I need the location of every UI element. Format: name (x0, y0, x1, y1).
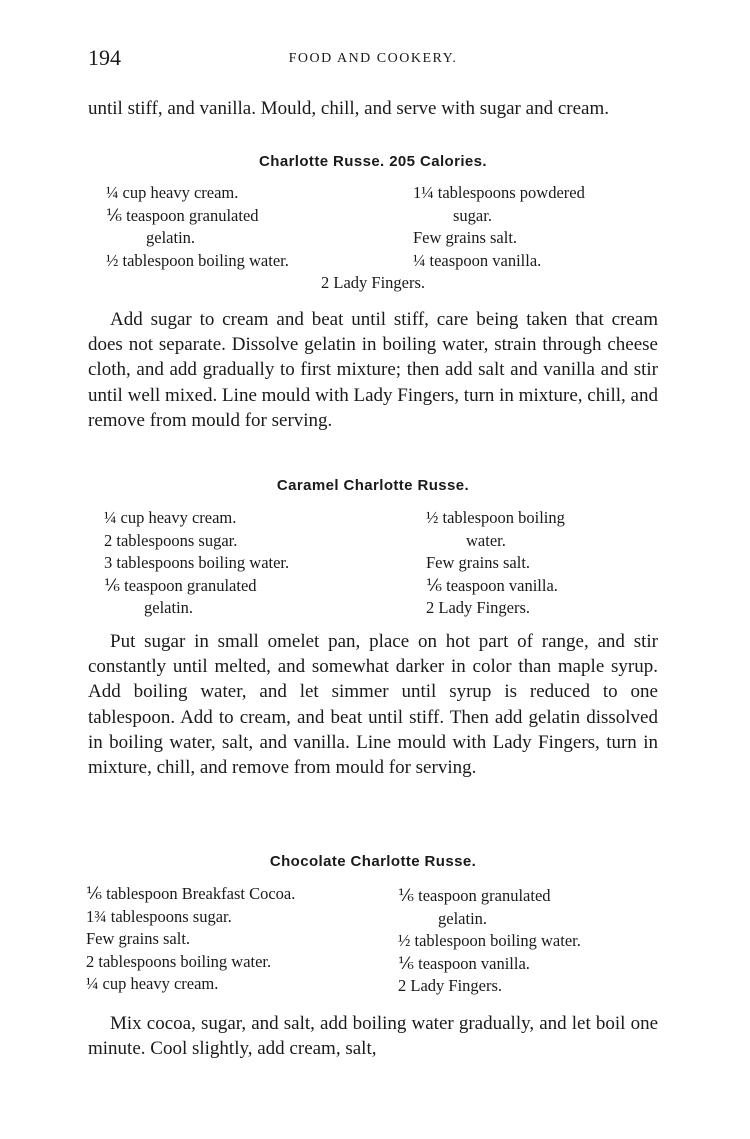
ingredient-line: water. (466, 530, 506, 550)
ingredient-line: ½ tablespoon boiling water. (398, 931, 581, 950)
ingredient-line: sugar. (453, 205, 492, 225)
ingredients-left-charlotte-russe (106, 182, 289, 272)
ingredient-line: 1¾ tablespoons sugar. (86, 906, 232, 926)
ingredient-line: 2 tablespoons boiling water. (86, 951, 272, 971)
ingredient-line: gelatin. (146, 228, 196, 247)
ingredient-line-centered: 2 Lady Fingers. (320, 273, 426, 292)
intro-paragraph: until stiff, and vanilla. Mould, chill, and serve with sugar and cream. (88, 98, 609, 119)
ingredient-line: Few grains salt. (426, 553, 531, 572)
ingredient-line: ⅙ teaspoon vanilla. (398, 953, 530, 973)
recipe-title-caramel: Caramel Charlotte Russe. (276, 477, 470, 494)
ingredient-line: ⅙ teaspoon granulated (106, 205, 259, 225)
ingredient-line: ⅙ teaspoon vanilla. (426, 575, 558, 595)
ingredient-line: ⅙ teaspoon granulated (104, 575, 257, 595)
page-number: 194 (88, 45, 121, 70)
ingredient-line: 2 Lady Fingers. (426, 598, 531, 617)
ingredient-line: ⅙ tablespoon Breakfast Cocoa. (86, 884, 296, 903)
recipe-title-chocolate: Chocolate Charlotte Russe. (269, 853, 477, 870)
ingredient-line: 3 tablespoons boiling water. (104, 553, 290, 572)
ingredient-line: Few grains salt. (413, 228, 518, 247)
ingredient-line: ¼ cup heavy cream. (104, 508, 237, 527)
ingredient-line: ¼ teaspoon vanilla. (413, 250, 542, 270)
ingredients-right-chocolate (398, 885, 581, 998)
recipe-title-charlotte-russe: Charlotte Russe. 205 Calories. (259, 153, 487, 170)
ingredient-line: ⅙ teaspoon granulated (398, 886, 551, 905)
ingredient-line: ¼ cup heavy cream. (86, 974, 219, 993)
ingredients-right-caramel (426, 507, 565, 620)
ingredient-line: 1¼ tablespoons powdered (413, 183, 585, 202)
page-header (88, 45, 658, 75)
ingredients-left-caramel (104, 507, 289, 620)
ingredient-line: ¼ cup heavy cream. (106, 183, 239, 202)
ingredient-line: gelatin. (144, 598, 194, 617)
directions-chocolate: Mix cocoa, sugar, and salt, add boiling water gradually, and let boil one minute. Cool slightly, add cream, salt, (88, 1013, 658, 1060)
directions-caramel: Put sugar in small omelet pan, place on hot part of range, and stir constantly until melted, and somewhat darker in color than maple syrup. Add boiling water, and let simmer until syrup is reduced to one tablespoon. Add to cream, and beat until stiff. Then add gelatin dissolved in boiling water, salt, and vanilla. Line mould with Lady Fingers, turn in mixture, chill, and remove from mould for serving. (88, 631, 658, 779)
directions-charlotte-russe: Add sugar to cream and beat until stiff, care being taken that cream does not separate. Dissolve gelatin in boiling water, strain through cheese cloth, and add gradually to first mixture; then add salt and vanilla and stir until well mixed. Line mould with Lady Fingers, turn in mixture, chill, and remove from mould for serving. (88, 309, 658, 431)
ingredient-line: ½ tablespoon boiling (426, 508, 565, 527)
running-title: FOOD AND COOKERY. (288, 51, 458, 66)
ingredient-line: 2 Lady Fingers. (398, 976, 503, 995)
ingredient-line: Few grains salt. (86, 929, 191, 948)
ingredient-line: ½ tablespoon boiling water. (106, 250, 289, 270)
ingredient-line: 2 tablespoons sugar. (104, 530, 238, 550)
ingredients-right-charlotte-russe (413, 182, 585, 272)
ingredient-line: gelatin. (438, 908, 488, 928)
ingredients-left-chocolate (86, 883, 295, 996)
